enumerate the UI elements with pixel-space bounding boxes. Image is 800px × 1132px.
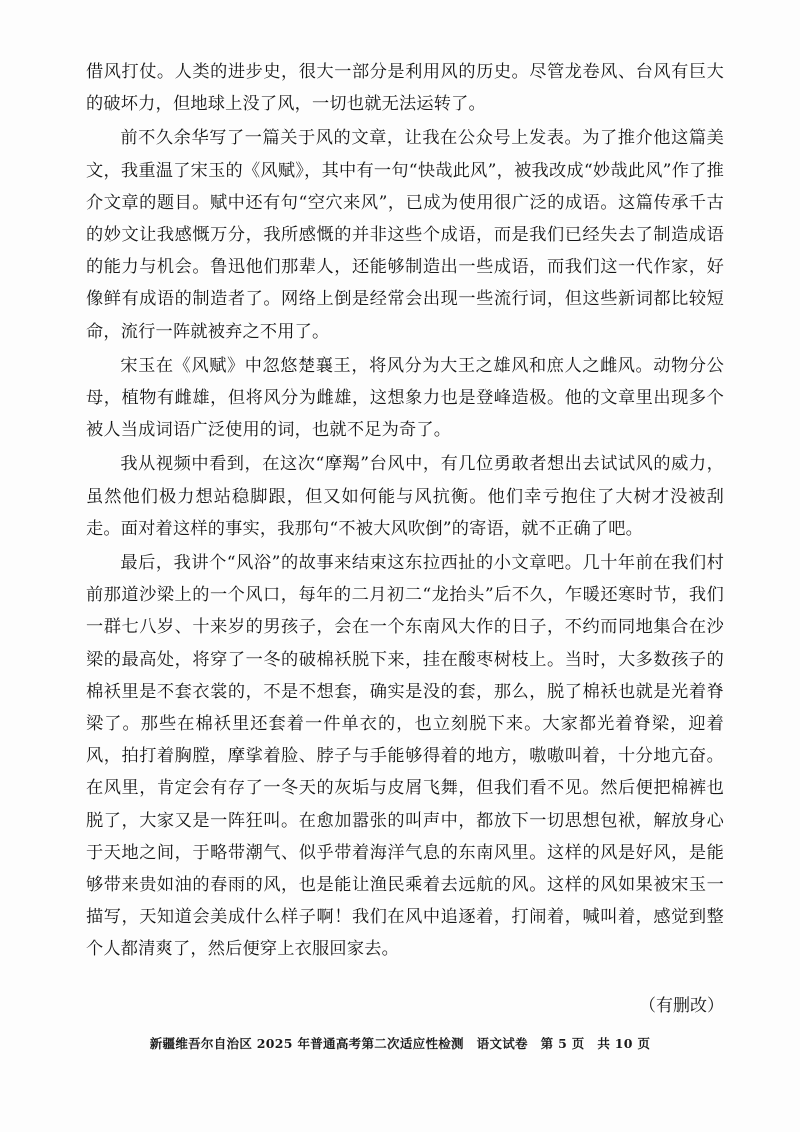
page-footer: 新疆维吾尔自治区 2025 年普通高考第二次适应性检测 语文试卷 第 5 页 共 10 页 (149, 1036, 651, 1051)
paragraph: 前不久余华写了一篇关于风的文章，让我在公众号上发表。为了推介他这篇美文，我重温了宋玉的《风赋》，其中有一句“快哉此风”，被我改成“妙哉此风”作了推介文章的题目。赋中还有句“空穴来风”，已成为使用很广泛的成语。这篇传承千古的妙文让我感慨万分，我所感慨的并非这些个成语，而是我们已经失去了制造成语的能力与机会。鲁迅他们那辈人，还能够制造出一些成语，而我们这一代作家，好像鲜有成语的制造者了。网络上倒是经常会出现一些流行词，但这些新词都比较短命，流行一阵就被弃之不用了。 (86, 128, 724, 342)
paragraph-continuation: 借风打仗。人类的进步史，很大一部分是利用风的历史。尽管龙卷风、台风有巨大的破坏力，但地球上没了风，一切也就无法运转了。 (86, 62, 724, 115)
abridged-note: （有删改） (639, 996, 724, 1016)
paragraph: 我从视频中看到，在这次“摩羯”台风中，有几位勇敢者想出去试试风的威力，虽然他们极力想站稳脚跟，但又如何能与风抗衡。他们幸亏抱住了大树才没被刮走。面对着这样的事实，我那句“不被大风吹倒”的寄语，就不正确了吧。 (86, 454, 724, 539)
article-body (86, 56, 724, 966)
paragraph: 宋玉在《风赋》中忽悠楚襄王，将风分为大王之雄风和庶人之雌风。动物分公母，植物有雌雄，但将风分为雌雄，这想象力也是登峰造极。他的文章里出现多个被人当成词语广泛使用的词，也就不足为奇了。 (86, 355, 724, 441)
paragraph: 最后，我讲个“风浴”的故事来结束这东拉西扯的小文章吧。几十年前在我们村前那道沙梁上的一个风口，每年的二月初二“龙抬头”后不久，乍暖还寒时节，我们一群七八岁、十来岁的男孩子，会在一个东南风大作的日子，不约而同地集合在沙梁的最高处，将穿了一冬的破棉袄脱下来，挂在酸枣树枝上。当时，大多数孩子的棉袄里是不套衣裳的，不是不想套，确实是没的套，那么，脱了棉袄也就是光着脊梁了。那些在棉袄里还套着一件单衣的，也立刻脱下来。大家都光着脊梁，迎着风，拍打着胸膛，摩挲着脸、脖子与手能够得着的地方，嗷嗷叫着，十分地亢奋。在风里，肯定会有存了一冬天的灰垢与皮屑飞舞，但我们看不见。然后便把棉裤也脱了，大家又是一阵狂叫。在愈加嚣张的叫声中，都放下一切思想包袱，解放身心于天地之间，于略带潮气、似乎带着海洋气息的东南风里。这样的风是好风，是能够带来贵如油的春雨的风，也是能让渔民乘着去远航的风。这样的风如果被宋玉一描写，天知道会美成什么样子啊！我们在风中追逐着，打闹着，喊叫着，感觉到整个人都清爽了，然后便穿上衣服回家去。 (86, 553, 724, 960)
